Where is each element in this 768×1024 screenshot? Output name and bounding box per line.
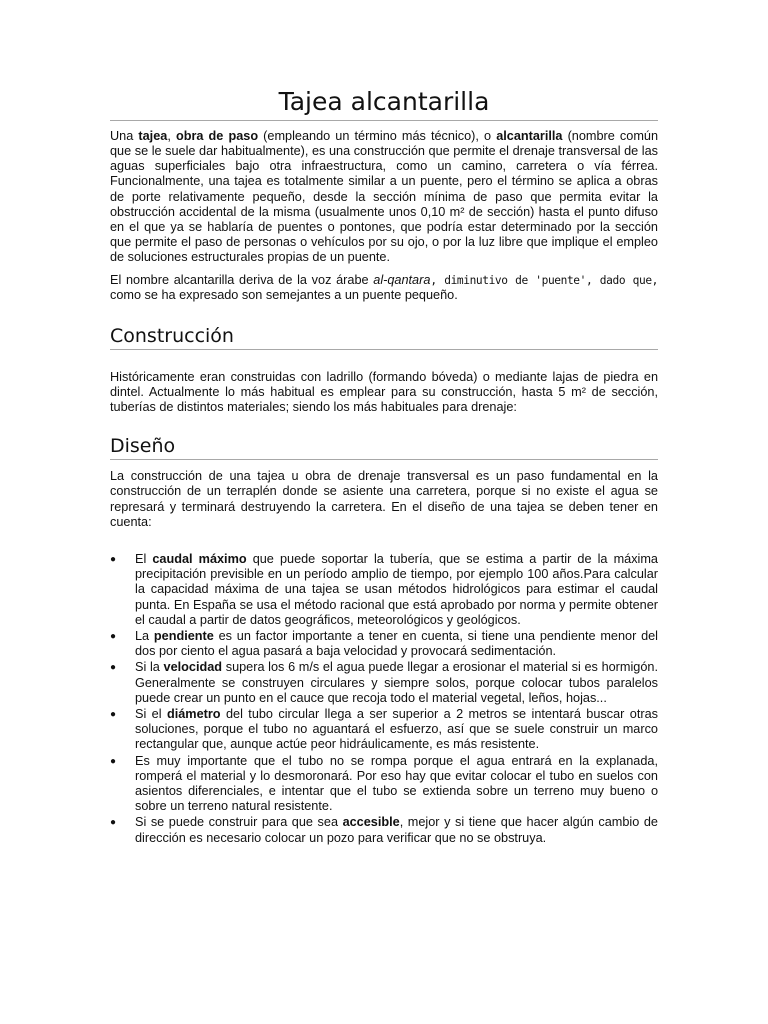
intro-paragraph — [110, 129, 658, 266]
term-al-qantara: al-qantara — [373, 272, 431, 287]
list-item-text: Si la — [135, 660, 164, 675]
list-item-text: Si el — [135, 707, 167, 722]
section-heading-diseno: Diseño — [110, 435, 658, 460]
list-item-text: Si se puede construir para que sea — [135, 815, 343, 830]
bullet-icon: ● — [110, 817, 117, 829]
list-item-text: La — [135, 629, 154, 644]
term-tajea: tajea — [138, 128, 168, 143]
intro-text-1: Una — [110, 128, 139, 143]
list-item-text: es un factor importante a tener en cuenta, si tiene una pendiente menor del dos por ciento el agua pasará a baja velocidad y provocará sedimentación. — [135, 629, 658, 659]
diseno-paragraph: La construcción de una tajea u obra de drenaje transversal es un paso fundamental en la construcción de un terraplén donde se asiente una carretera, porque si no existe el agua se represará y terminará destruyendo la carretera. En el diseño de una tajea se deben tener en cuenta: — [110, 469, 658, 529]
list-item-keyword: accesible — [342, 815, 400, 830]
list-item — [110, 629, 658, 659]
bullet-icon: ● — [110, 662, 117, 674]
list-item — [110, 707, 658, 753]
list-item-keyword: diámetro — [166, 707, 221, 722]
bullet-icon: ● — [110, 709, 117, 721]
list-item-text: El — [135, 552, 153, 566]
design-considerations-list — [110, 552, 658, 846]
list-item — [110, 754, 658, 815]
list-item-keyword: velocidad — [163, 660, 223, 675]
intro-text-4: (nombre común que se le suele dar habitualmente), es una construcción que permite el drenaje transversal de las aguas superficiales bajo otra infraestructura, como un camino, carretera o vía férrea. Funcionalmente, una tajea es totalmente similar a un puente, pero el término se aplica a obras de porte relativamente pequeño, desde la sección mínima de paso que permita evitar la obstrucción accidental de la misma (usualmente unos 0,10 m² de sección) hasta el punto difuso en el que ya se hablaría de puentes o pontones, que podría estar determinado por la sección que permite el paso de personas o vehículos por su ojo, o por la luz libre que implique el empleo de soluciones estructurales propias de un puente. — [110, 128, 659, 265]
etymology-text-1: El nombre alcantarilla deriva de la voz árabe — [110, 272, 374, 287]
construccion-paragraph: Históricamente eran construidas con ladrillo (formando bóveda) o mediante lajas de piedra en dintel. Actualmente lo más habitual es emplear para su construcción, hasta 5 m² de sección, tuberías de distintos materiales; siendo los más habituales para drenaje: — [110, 369, 658, 415]
bullet-icon: ● — [110, 631, 117, 643]
list-item-text: del tubo circular llega a ser superior a 2 metros se intentará buscar otras soluciones, porque el tubo no aguantará el esfuerzo, así que se suele construir un marco rectangular que, aunque actúe peor hidráulicamente, es más resistente. — [135, 707, 658, 752]
bullet-icon: ● — [110, 554, 117, 565]
list-item — [110, 815, 658, 845]
list-item-keyword: pendiente — [153, 629, 214, 644]
intro-text-3: (empleando un término más técnico), o — [258, 128, 497, 143]
page-title: Tajea alcantarilla — [110, 88, 658, 121]
intro-text-2: , — [167, 128, 176, 143]
etymology-text-2: como se ha expresado son semejantes a un puente pequeño. — [110, 287, 458, 302]
list-item — [110, 660, 658, 706]
term-obra-de-paso: obra de paso — [175, 128, 259, 143]
list-item-text: , mejor y si tiene que hacer algún cambio de dirección es necesario colocar un pozo para verificar que no se obstruya. — [135, 815, 658, 845]
section-heading-construccion: Construcción — [110, 325, 658, 350]
list-item-text: Es muy importante que el tubo no se rompa porque el agua entrará en la explanada, romperá el material y lo desmoronará. Por eso hay que evitar colocar el tubo en suelos con asientos diferenciales, e intentar que el tubo se extienda sobre un terreno muy bueno o sobre un terreno natural resistente. — [135, 753, 658, 814]
term-alcantarilla: alcantarilla — [496, 128, 563, 143]
list-item-keyword: caudal máximo — [152, 552, 247, 566]
list-item-text: que puede soportar la tubería, que se estima a partir de la máxima precipitación previsible en un período amplio de tiempo, por ejemplo 100 años.Para calcular la capacidad máxima de una tajea se usan métodos hidrológicos para estimar el caudal punta. En España se usa el método racional que está aprobado por norma y permite obtener el caudal a partir de datos geográficos, meteorológicos y geológicos. — [135, 552, 658, 627]
bullet-icon: ● — [110, 755, 117, 767]
list-item — [110, 552, 658, 628]
list-item-text: supera los 6 m/s el agua puede llegar a erosionar el material si es hormigón. Generalmente se construyen circulares y siempre solos, porque colocar tubos paralelos puede crear un punto en el cauce que recoja todo el material vegetal, leños, hojas... — [135, 660, 658, 705]
etymology-paragraph — [110, 273, 658, 303]
etymology-mono-text: , diminutivo de 'puente', dado que, — [430, 273, 659, 287]
